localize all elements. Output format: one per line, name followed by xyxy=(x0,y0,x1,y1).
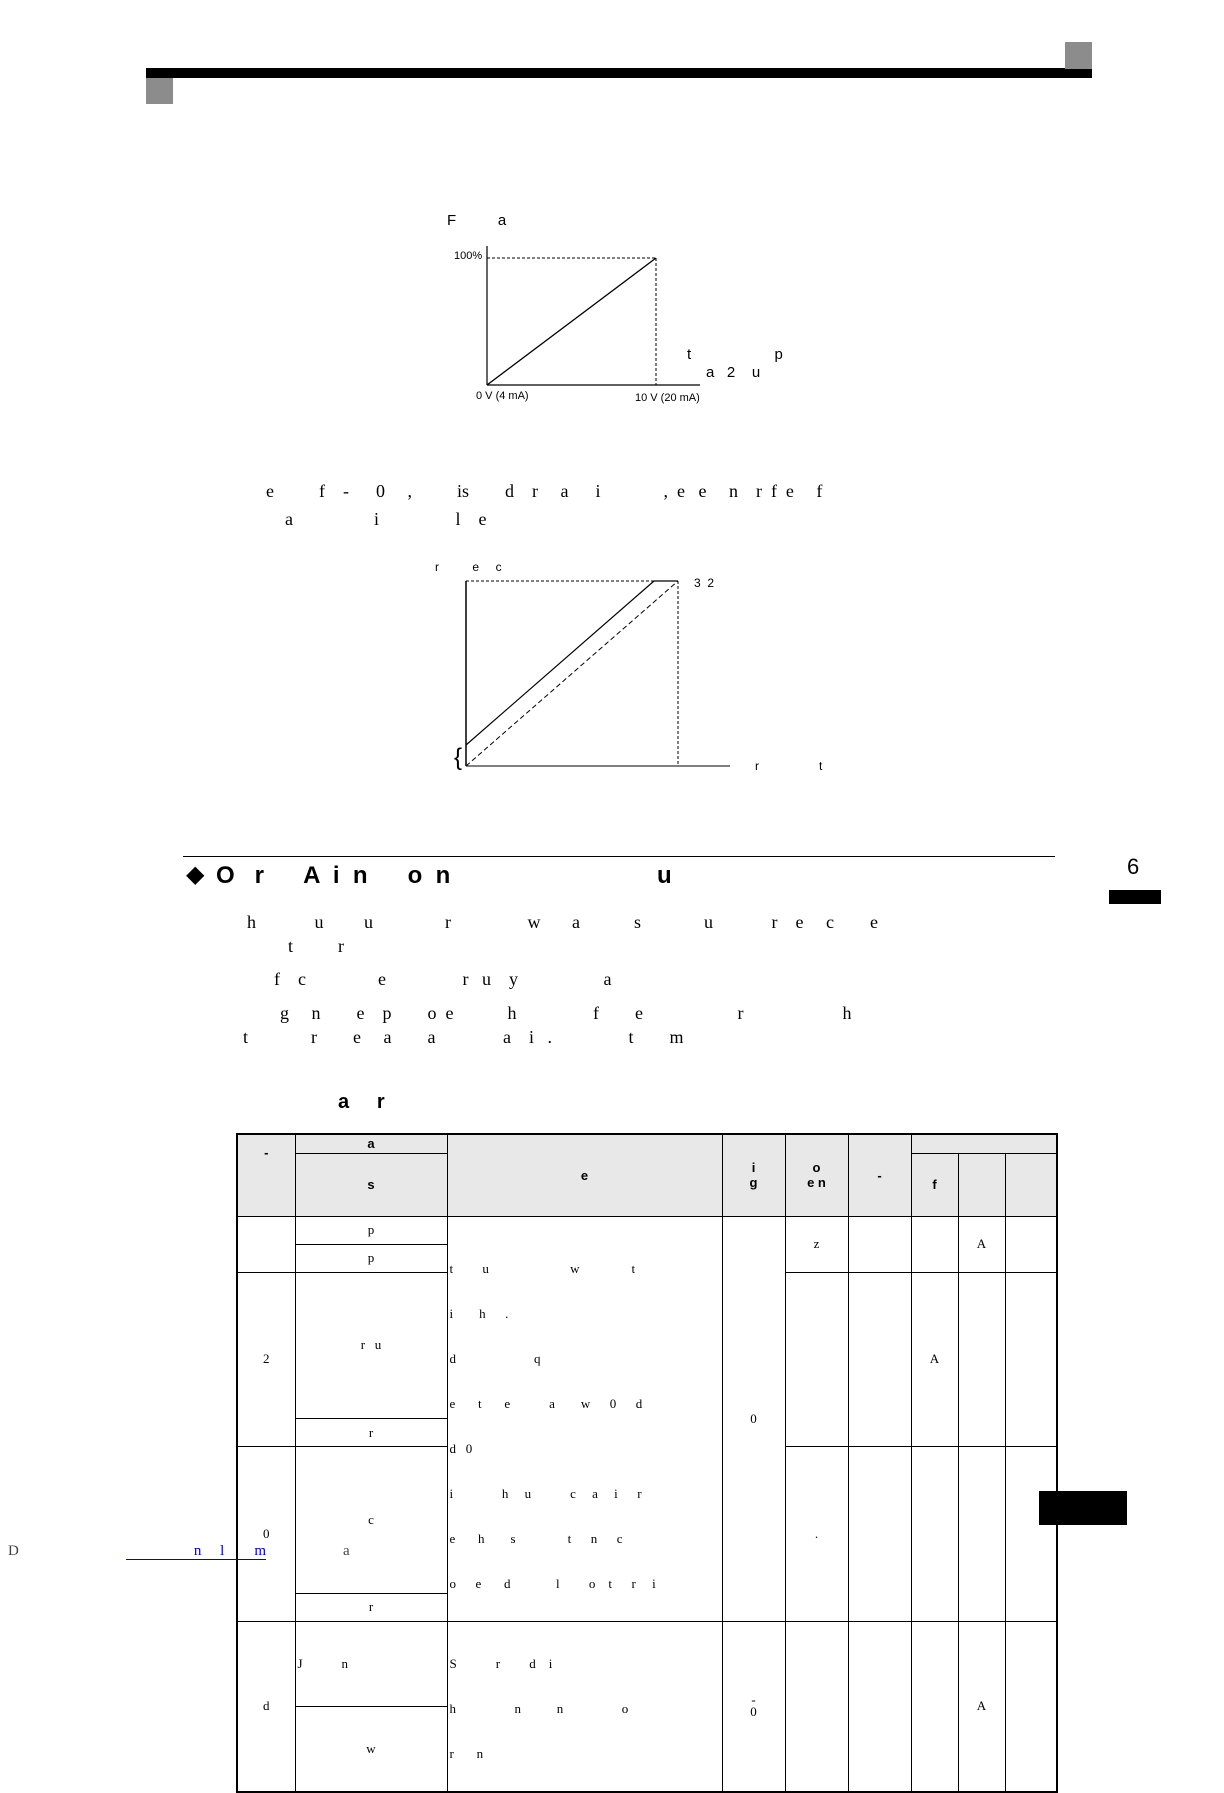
header-name: s xyxy=(295,1153,447,1216)
row-factory: z xyxy=(785,1216,848,1272)
figure2-title: r e c xyxy=(435,560,502,574)
row-number: 0 xyxy=(237,1447,295,1622)
figure2-bias-brace: { xyxy=(454,744,463,771)
shared-setting-range: 0 xyxy=(722,1216,785,1621)
header-access-1: f xyxy=(911,1153,958,1216)
row-name: r u xyxy=(295,1272,447,1419)
row-number: 2 xyxy=(237,1272,295,1447)
figure2-bias-line xyxy=(466,581,654,745)
row-number xyxy=(237,1216,295,1272)
description-line: d 0 xyxy=(449,1440,473,1456)
row-change xyxy=(848,1272,911,1447)
paragraph1-line2: a i l e xyxy=(285,509,487,529)
figure1-side-label-2: a 2 u xyxy=(706,364,761,381)
figure1-graph xyxy=(440,240,740,410)
figure1-y-label: 100% xyxy=(454,250,483,262)
row-name: p xyxy=(295,1216,447,1244)
figure1-x-start: 0 V (4 mA) xyxy=(476,390,529,402)
description-line: i h u c a i r xyxy=(449,1485,642,1501)
figure2-reference-line xyxy=(466,581,678,766)
row-access-2 xyxy=(958,1272,1005,1447)
row-number: d xyxy=(237,1621,295,1792)
row-name-sub: r xyxy=(295,1593,447,1621)
body-line4: g n e p o e h f e r h xyxy=(280,1003,852,1023)
description-line: i h . xyxy=(449,1305,509,1321)
row-access-1 xyxy=(911,1216,958,1272)
row-access-2: A xyxy=(958,1216,1005,1272)
paragraph1-line1: e f - 0 , is d r a i , e e n r f e f xyxy=(266,481,823,501)
description-line: r n xyxy=(449,1745,484,1761)
description-line: S r d i xyxy=(449,1655,553,1671)
table-row xyxy=(237,1621,1057,1706)
figure2-top-right-label: 3 2 xyxy=(694,576,715,590)
row-description xyxy=(447,1621,722,1792)
body-line2: t r xyxy=(288,936,344,956)
description-line: o e d l o t r i xyxy=(449,1575,656,1591)
description-line: e h s t n c xyxy=(449,1530,623,1546)
header-gray-block-right xyxy=(1065,42,1092,69)
description-line: d q xyxy=(449,1350,541,1366)
row-access-1 xyxy=(911,1621,958,1792)
row-change xyxy=(848,1447,911,1622)
row-access-3 xyxy=(1005,1621,1057,1792)
section-marker-icon: ◆ xyxy=(186,861,205,888)
row-factory: . xyxy=(785,1447,848,1622)
figure2-x-label: r t xyxy=(755,759,823,773)
row-access-3 xyxy=(1005,1216,1057,1272)
table-caption: a r xyxy=(338,1091,385,1113)
row-access-2: A xyxy=(958,1621,1005,1792)
row-factory xyxy=(785,1272,848,1447)
row-access-3 xyxy=(1005,1272,1057,1447)
header-gray-block-left xyxy=(146,78,173,104)
description-line: t u w t xyxy=(449,1260,636,1276)
row-access-3 xyxy=(1005,1447,1057,1622)
row-name-sub: w xyxy=(295,1706,447,1791)
row-change xyxy=(848,1216,911,1272)
section-rule xyxy=(183,856,1055,857)
chapter-number: 6 xyxy=(1127,854,1140,879)
table-row xyxy=(237,1216,1057,1244)
row-name-sub: r xyxy=(295,1419,447,1447)
row-access-2 xyxy=(958,1447,1005,1622)
figure1-side-label-1: t p xyxy=(687,346,783,363)
body-line1: h u u r w a s u r e c e xyxy=(247,912,878,932)
chapter-tab-bar xyxy=(1109,890,1161,904)
section-title: O r A i n o n u xyxy=(216,862,672,889)
description-line: e t e a w 0 d xyxy=(449,1395,643,1411)
header-rule xyxy=(146,68,1092,78)
body-line5: t r e a a a i . t m xyxy=(243,1027,684,1047)
figure1-x-end: 10 V (20 mA) xyxy=(635,392,700,404)
page-number-block xyxy=(1039,1491,1127,1525)
footer-link[interactable]: n l m xyxy=(126,1543,266,1560)
row-access-1 xyxy=(911,1447,958,1622)
header-setting-range: i g xyxy=(722,1134,785,1216)
row-change xyxy=(848,1621,911,1792)
row-name: c xyxy=(295,1447,447,1594)
figure2-graph xyxy=(450,570,740,780)
row-access-1: A xyxy=(911,1272,958,1447)
row-factory xyxy=(785,1621,848,1792)
body-line3: f c e r u y a xyxy=(274,969,612,989)
header-change-during-operation: - xyxy=(848,1134,911,1216)
header-factory-setting: o e n xyxy=(785,1134,848,1216)
row-name-sub: p xyxy=(295,1244,447,1272)
figure1-line xyxy=(487,258,656,385)
figure1-title: F a xyxy=(447,212,507,229)
parameter-table xyxy=(236,1133,1058,1793)
header-parameter-number: - xyxy=(237,1134,295,1216)
header-access-3 xyxy=(1005,1153,1057,1216)
row-name: J n xyxy=(295,1621,447,1706)
shared-description xyxy=(447,1216,722,1621)
header-description: e xyxy=(447,1134,722,1216)
row-setting-range: - 0 xyxy=(722,1621,785,1792)
footer-suffix: a xyxy=(343,1543,350,1559)
header-access-2 xyxy=(958,1153,1005,1216)
description-line: h n n o xyxy=(449,1700,629,1716)
footer-prefix: D xyxy=(8,1543,19,1559)
header-name-display: a xyxy=(295,1134,447,1153)
header-access-level xyxy=(911,1134,1057,1153)
